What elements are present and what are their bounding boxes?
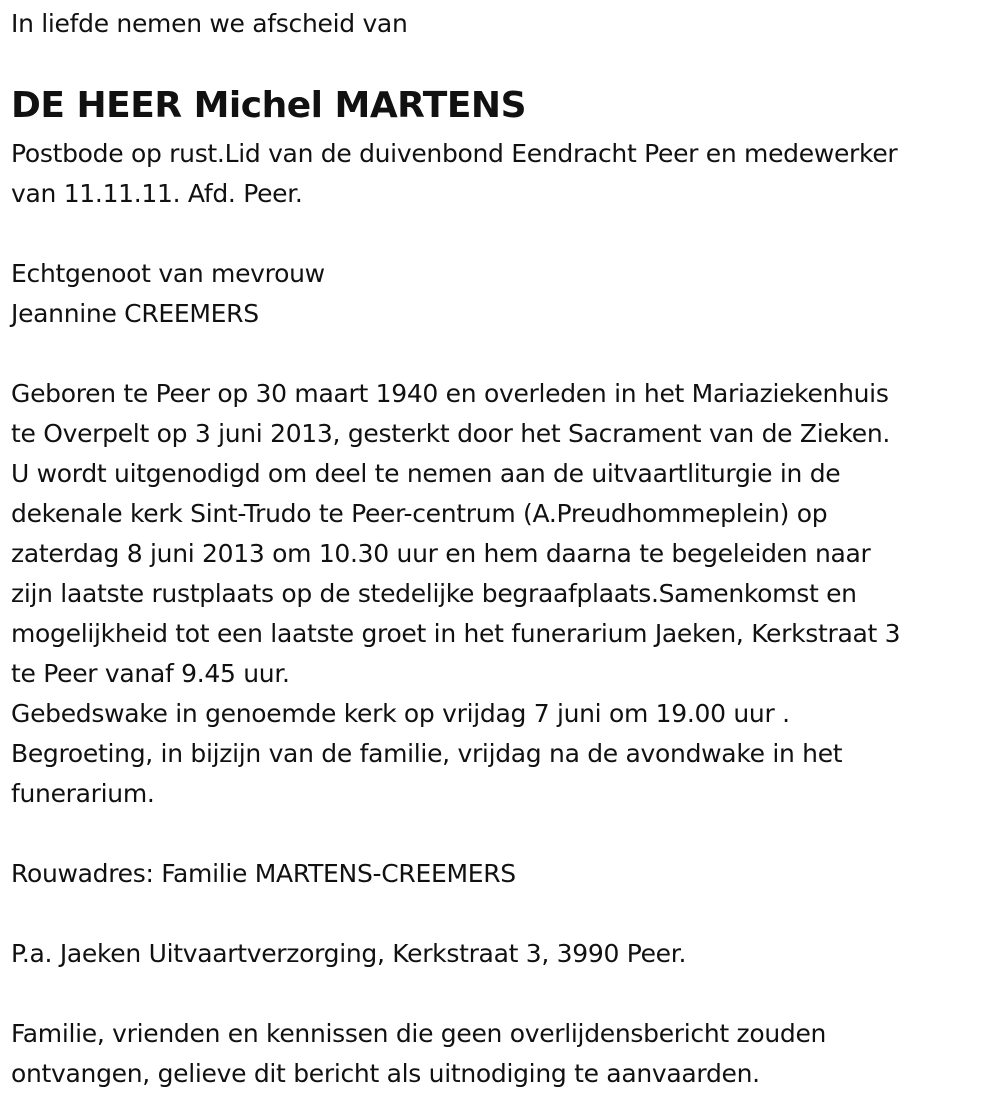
details-line: Geboren te Peer op 30 maart 1940 en overleden in het Mariaziekenhuis [11,379,889,408]
details-line: dekenale kerk Sint-Trudo te Peer-centrum (A.Preudhommeplein) op [11,499,828,528]
deceased-name: DE HEER Michel MARTENS [11,85,526,126]
details-line: te Overpelt op 3 juni 2013, gesterkt door het Sacrament van de Zieken. [11,419,891,448]
details-paragraph [11,374,900,814]
closing-paragraph [11,1014,826,1094]
details-line: te Peer vanaf 9.45 uur. [11,659,290,688]
details-line: zaterdag 8 juni 2013 om 10.30 uur en hem daarna te begeleiden naar [11,539,871,568]
occupation-paragraph [11,134,897,214]
details-line: Gebedswake in genoemde kerk op vrijdag 7 juni om 19.00 uur . [11,699,790,728]
occupation-line: Postbode op rust.Lid van de duivenbond Eendracht Peer en medewerker [11,139,898,168]
details-line: Begroeting, in bijzijn van de familie, vrijdag na de avondwake in het [11,739,843,768]
funeral-home-address: P.a. Jaeken Uitvaartverzorging, Kerkstraat 3, 3990 Peer. [11,939,687,968]
closing-line: Familie, vrienden en kennissen die geen overlijdensbericht zouden [11,1019,827,1048]
spouse-line: Echtgenoot van mevrouw [11,259,325,288]
mourning-address: Rouwadres: Familie MARTENS-CREEMERS [11,859,516,888]
details-line: U wordt uitgenodigd om deel te nemen aan de uitvaartliturgie in de [11,459,841,488]
occupation-line: van 11.11.11. Afd. Peer. [11,179,303,208]
intro-text: In liefde nemen we afscheid van [11,9,408,38]
spouse-paragraph [11,254,325,334]
details-line: funerarium. [11,779,155,808]
details-line: zijn laatste rustplaats op de stedelijke begraafplaats.Samenkomst en [11,579,857,608]
spouse-name: Jeannine CREEMERS [11,299,259,328]
closing-line: ontvangen, gelieve dit bericht als uitnodiging te aanvaarden. [11,1059,760,1088]
details-line: mogelijkheid tot een laatste groet in het funerarium Jaeken, Kerkstraat 3 [11,619,901,648]
